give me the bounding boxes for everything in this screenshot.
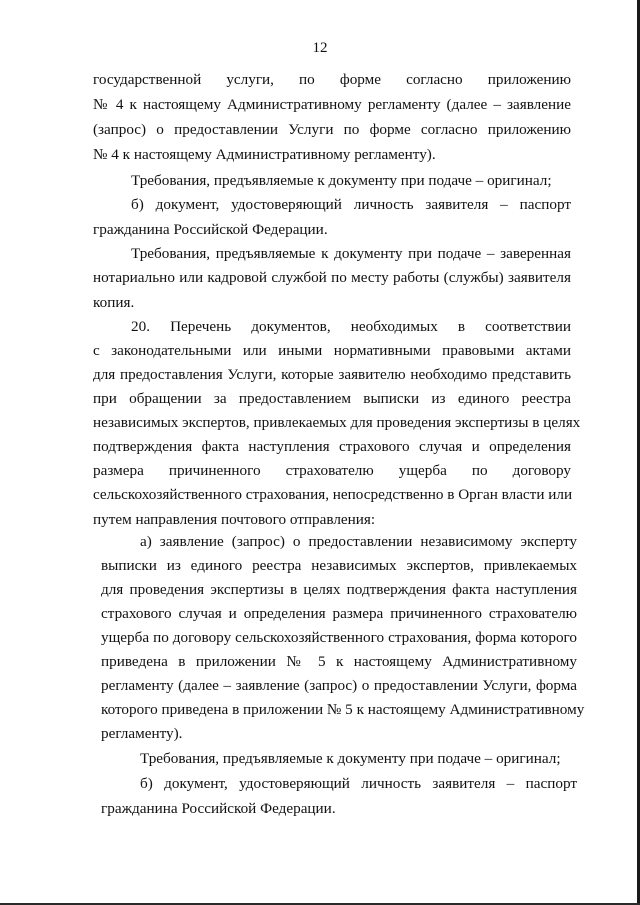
text-line: регламенту). (101, 725, 183, 742)
text-line: путем направления почтового отправления: (93, 511, 376, 528)
text-line: Требования, предъявляемые к документу при подаче – заверенная (131, 245, 571, 262)
text-line: а) заявление (запрос) о предоставлении независимому эксперту (140, 533, 577, 550)
text-line: сельскохозяйственного страхования, непосредственно в Орган власти или (93, 486, 573, 503)
text-line: с законодательными или иными нормативными правовыми актами (93, 342, 571, 359)
text-line: государственной услуги, по форме согласно приложению (93, 71, 571, 88)
text-line: размера причиненного страхователю ущерба по договору (93, 462, 571, 479)
text-line: для предоставления Услуги, которые заявителю необходимо представить (93, 366, 571, 383)
text-line: для проведения экспертизы в целях подтверждения факта наступления (101, 581, 577, 598)
text-line: регламенту (далее – заявление (запрос) о предоставлении Услуги, форма (101, 677, 577, 694)
text-line: которого приведена в приложении № 5 к настоящему Административному (101, 701, 585, 718)
text-line: ущерба по договору сельскохозяйственного страхования, форма которого (101, 629, 577, 646)
text-line: б) документ, удостоверяющий личность заявителя – паспорт (131, 196, 571, 213)
text-line: Требования, предъявляемые к документу при подаче – оригинал; (131, 172, 552, 189)
text-line: при обращении за предоставлением выписки из единого реестра (93, 390, 571, 407)
text-line: копия. (93, 294, 135, 311)
text-line: гражданина Российской Федерации. (101, 800, 336, 817)
text-line: 20. Перечень документов, необходимых в соответствии (131, 318, 571, 335)
text-line: независимых экспертов, привлекаемых для проведения экспертизы в целях (93, 414, 581, 431)
text-line: подтверждения факта наступления страхового случая и определения (93, 438, 571, 455)
text-line: гражданина Российской Федерации. (93, 221, 328, 238)
text-line: приведена в приложении № 5 к настоящему Административному (101, 653, 577, 670)
text-line: Требования, предъявляемые к документу при подаче – оригинал; (140, 750, 561, 767)
text-line: страхового случая и определения размера причиненного страхователю (101, 605, 577, 622)
page-number: 12 (312, 40, 328, 56)
text-line: (запрос) о предоставлении Услуги по форме согласно приложению (93, 121, 571, 138)
text-line: № 4 к настоящему Административному регламенту). (93, 146, 436, 163)
text-line: № 4 к настоящему Административному регламенту (далее – заявление (93, 96, 571, 113)
text-line: б) документ, удостоверяющий личность заявителя – паспорт (140, 775, 577, 792)
text-line: выписки из единого реестра независимых экспертов, привлекаемых (101, 557, 577, 574)
text-line: нотариально или кадровой службой по месту работы (службы) заявителя (93, 269, 571, 286)
